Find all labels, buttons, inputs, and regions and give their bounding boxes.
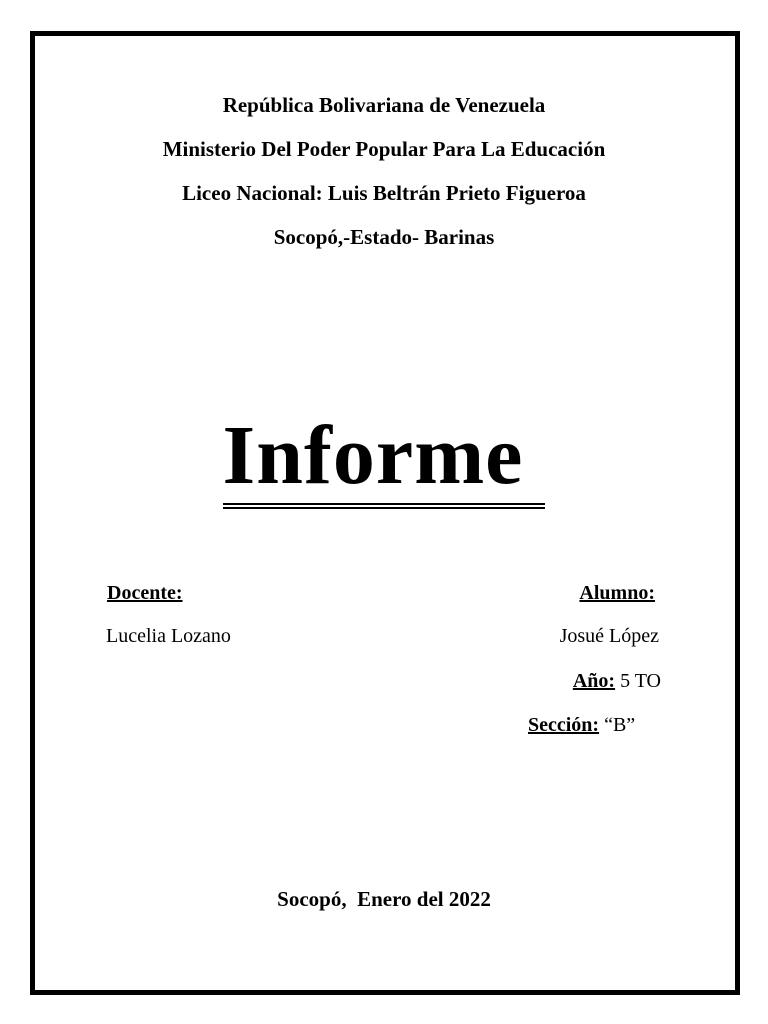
header-location: Socopó,-Estado- Barinas (273, 225, 495, 249)
footer-place-date: Socopó, Enero del 2022 (277, 887, 491, 911)
student-name: Josué López (559, 625, 659, 647)
header-country: República Bolivariana de Venezuela (222, 93, 546, 117)
teacher-block (107, 581, 183, 605)
year-value: 5 TO (615, 670, 661, 692)
student-label: Alumno: (579, 582, 655, 604)
teacher-label: Docente: (107, 582, 183, 604)
title-container (0, 410, 768, 509)
year-row (573, 669, 661, 693)
page-border (30, 31, 740, 995)
year-label: Año: (572, 670, 616, 692)
teacher-name: Lucelia Lozano (106, 625, 231, 647)
document-title: Informe (223, 410, 546, 509)
section-value: “B” (599, 714, 636, 736)
section-label: Sección: (528, 714, 600, 736)
header-ministry: Ministerio Del Poder Popular Para La Educación (162, 137, 606, 161)
student-block (579, 581, 655, 605)
section-row (528, 713, 635, 737)
header-school: Liceo Nacional: Luis Beltrán Prieto Figueroa (182, 181, 586, 205)
